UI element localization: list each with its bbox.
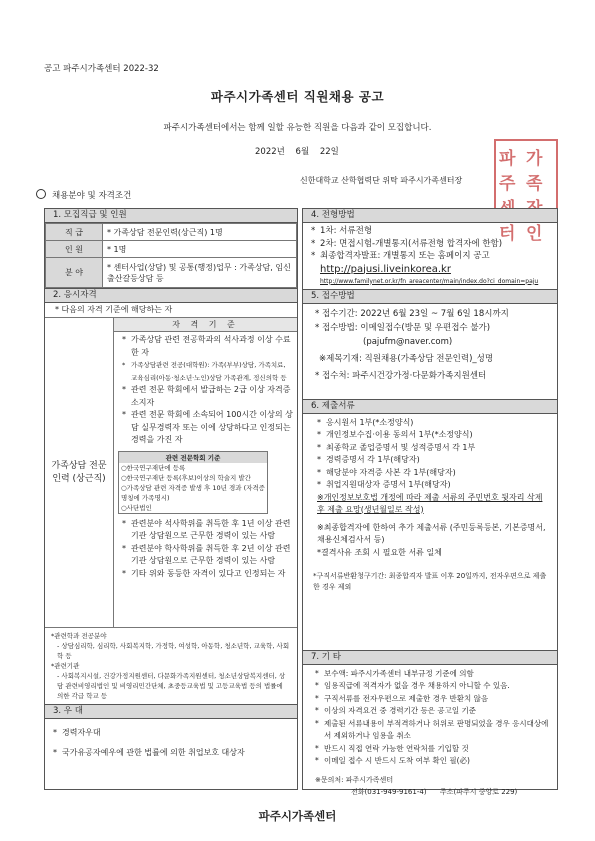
footer-org: 파주시가족센터 <box>258 809 337 823</box>
docs-note: ※개인정보보호법 개정에 따라 제출 서류의 주민번호 뒷자리 삭제 후 제출 요망(생년월일로 작성) <box>317 492 543 514</box>
receipt-period: * 접수기간: 2022년 6월 23일 ~ 7월 6일 18시까지 <box>315 308 509 319</box>
note-line: - 상담심리학, 심리학, 사회복지학, 가정학, 여성학, 아동학, 청소년학, 교육학, 사회학 등 <box>57 642 290 660</box>
list-item: * 관련분야 석사학위를 취득한 후 1년 이상 관련기관 상담원으로 근무한 경력이 있는 사람 <box>122 518 293 543</box>
qual-notes <box>45 627 297 704</box>
docs-extra: *결격사유 조회 시 필요한 서류 일체 <box>317 547 442 557</box>
list-item: * 경력증명서 각 1부(해당자) <box>317 454 551 467</box>
docs-body <box>303 414 557 650</box>
homepage-link[interactable]: http://pajusi.liveinkorea.kr <box>320 263 451 275</box>
role-label: 가족상담 전문인력 (상근직) <box>51 460 107 484</box>
criteria-cell <box>114 318 297 627</box>
table-row <box>46 224 297 241</box>
list-item: * 제출된 서류내용이 부적격하거나 허위로 판명되었을 경우 응시대상에서 제외하거나 임용을 취소 <box>315 718 551 743</box>
receipt-email: (pajufm@naver.com) <box>363 336 453 347</box>
seal-char: 인 <box>526 224 543 244</box>
contact-org: 파주시가족센터 <box>345 775 394 784</box>
docs-heading: 6. 제출서류 <box>303 399 557 414</box>
list-item: * 최종합격자발표: 개별통지 또는 홈페이지 공고 <box>311 250 551 263</box>
row-value: * 1명 <box>103 241 297 258</box>
list-item: * 가족상담 관련 전공학과의 석사과정 이상 수료한 자 <box>122 334 293 359</box>
list-item: * 관련 전문 학회에 소속되어 100시간 이상의 상담 실무경력자 또는 이에 상당하다고 인정되는 경력을 가진 자 <box>122 409 293 447</box>
row-label: 직 급 <box>46 224 103 241</box>
contact-label: ※문의처: <box>315 775 344 784</box>
contact-info <box>303 768 557 798</box>
society-line: ○가족상담 관련 자격증 발생 후 10년 경과 (자격증 명칭에 가족명시) <box>121 483 265 502</box>
list-item: * 이메일 접수 시 반드시 도착 여부 확인 필(必) <box>315 755 551 768</box>
intro-text: 파주시가족센터에서는 함께 일할 유능한 직원을 다음과 같이 모집합니다. <box>163 123 432 133</box>
official-seal <box>494 139 558 244</box>
pref-heading: 3. 우 대 <box>45 704 297 719</box>
note-line: *관련학과 전공분야 <box>51 632 107 640</box>
criteria-list <box>114 332 297 447</box>
contact-phone: 전화(031-949-9161-4) <box>351 787 427 796</box>
list-item: * 반드시 직접 연락 가능한 연락처를 기입할 것 <box>315 743 551 756</box>
method-heading: 4. 전형방법 <box>303 209 557 223</box>
list-item: * 최종학교 졸업증명서 및 성적증명서 각 1부 <box>317 442 551 455</box>
recruit-table <box>45 223 297 288</box>
familynet-link[interactable]: http://www.familynet.or.kr/fn_areacenter/main/index.do?ci_domain=paju <box>320 277 539 285</box>
qual-table <box>45 317 297 627</box>
list-item: * 관련 전문 학회에서 발급하는 2급 이상 자격증 소지자 <box>122 384 293 409</box>
seal-char: 가족 <box>526 149 543 194</box>
receipt-heading: 5. 접수방법 <box>303 289 557 304</box>
pref-list <box>45 719 297 767</box>
list-item: * 이상의 자격요건 중 경력기간 등은 공고일 기준 <box>315 705 551 718</box>
docs-list <box>303 414 557 492</box>
right-column <box>302 208 558 796</box>
criteria-list-2 <box>114 518 297 581</box>
society-line: ○사단법인 <box>121 503 152 512</box>
society-box-title: 관련 전문학회 기준 <box>119 452 267 463</box>
page-title: 파주시가족센터 직원채용 공고 <box>210 89 385 104</box>
signer: 신한대학교 산학협력단 위탁 파주시가족센터장 <box>300 176 463 185</box>
docs-return-note: *구직서류반환청구기간: 최종합격자 발표 이후 20일까지, 전자우편으로 제출한 경우 제외 <box>313 571 547 591</box>
section-heading-text: 채용분야 및 자격조건 <box>52 191 132 201</box>
left-column <box>44 208 298 790</box>
receipt-body <box>303 307 557 399</box>
note-line: *관련기관 <box>51 662 80 670</box>
circle-icon <box>36 189 46 199</box>
list-item: * 임용직급에 적격자가 없을 경우 채용하지 아니할 수 있음. <box>315 680 551 693</box>
list-item: * 기타 위와 동등한 자격이 있다고 인정되는 자 <box>122 568 293 581</box>
table-row <box>46 241 297 258</box>
etc-list <box>303 665 557 768</box>
society-line: ○한국연구재단에 등록 <box>121 463 186 472</box>
criteria-header: 자 격 기 준 <box>114 318 297 332</box>
list-item: * 해당분야 자격증 사본 각 1부(해당자) <box>317 467 551 480</box>
list-item: * 국가유공자예우에 관한 법률에 의한 취업보호 대상자 <box>53 747 289 760</box>
docs-extra: ※최종합격자에 한하여 추가 제출서류 (주민등록등본, 기본증명서, 채용신체검사서 등) <box>317 522 546 544</box>
row-value: * 센터사업(상담) 및 공통(행정)업무 : 가족상담, 임신출산갈등상담 등 <box>103 258 297 288</box>
list-item: * 개인정보수집·이용 동의서 1부(*소정양식) <box>317 429 551 442</box>
list-item: * 경력자우대 <box>53 727 289 740</box>
list-item: * 가족상담관련 전공(대학원): 가족(부부)상담, 가족치료, 교육심리(아동·청소년·노인)상담 가족관계, 정신의학 등 <box>122 359 293 384</box>
qual-heading: 2. 응시자격 <box>45 288 297 303</box>
table-row <box>46 258 297 288</box>
contact-address: 주소(파주시 중앙로 229) <box>439 787 518 796</box>
role-cell <box>45 318 114 627</box>
list-item: * 2차: 면접시험-개별통지(서류전형 합격자에 한함) <box>311 238 551 251</box>
list-item: * 1차: 서류전형 <box>311 225 551 238</box>
notice-date: 2022년 6월 22일 <box>255 147 339 157</box>
qual-lead: * 다음의 자격 기준에 해당하는 자 <box>55 305 173 314</box>
receipt-method: * 접수방법: 이메일접수(방문 및 우편접수 불가) <box>315 322 491 333</box>
list-item: * 응시원서 1부(*소정양식) <box>317 417 551 430</box>
seal-char: 파주 <box>499 149 516 194</box>
row-value: * 가족상담 전문인력(상근직) 1명 <box>103 224 297 241</box>
society-box <box>118 451 268 514</box>
note-line: - 사회복지시설, 건강가정지원센터, 다문화가족지원센터, 청소년상담복지센터, 상담 관련비영리법인 및 비영리민간단체, 초중등교육법 및 고등교육법 등의 법률에 의한 각급 학교 등 <box>57 672 286 700</box>
list-item: * 보수액: 파주시가족센터 내부규정 기준에 의함 <box>315 668 551 681</box>
row-label: 인 원 <box>46 241 103 258</box>
recruit-heading: 1. 모집직급 및 인원 <box>45 209 297 223</box>
notice-number: 공고 파주시가족센터 2022-32 <box>44 64 159 74</box>
list-item: * 구직서류를 전자우편으로 제출한 경우 반환치 않음 <box>315 693 551 706</box>
method-list <box>303 223 557 263</box>
list-item: * 관련분야 학사학위를 취득한 후 2년 이상 관련기관 상담원으로 근무한 경력이 있는 사람 <box>122 543 293 568</box>
row-label: 분 야 <box>46 258 103 288</box>
seal-char: 터 <box>499 224 516 244</box>
etc-heading: 7. 기 타 <box>303 650 557 665</box>
list-item: * 취업지원대상자 증명서 1부(해당자) <box>317 479 551 492</box>
receipt-subject: ※제목기재: 직원채용(가족상담 전문인력)_성명 <box>319 353 494 364</box>
society-line: ○한국연구재단 등록(후보)이상의 학술지 발간 <box>121 473 251 482</box>
receipt-place: * 접수처: 파주시건강가정·다문화가족지원센터 <box>315 370 487 381</box>
section-heading <box>36 189 131 201</box>
